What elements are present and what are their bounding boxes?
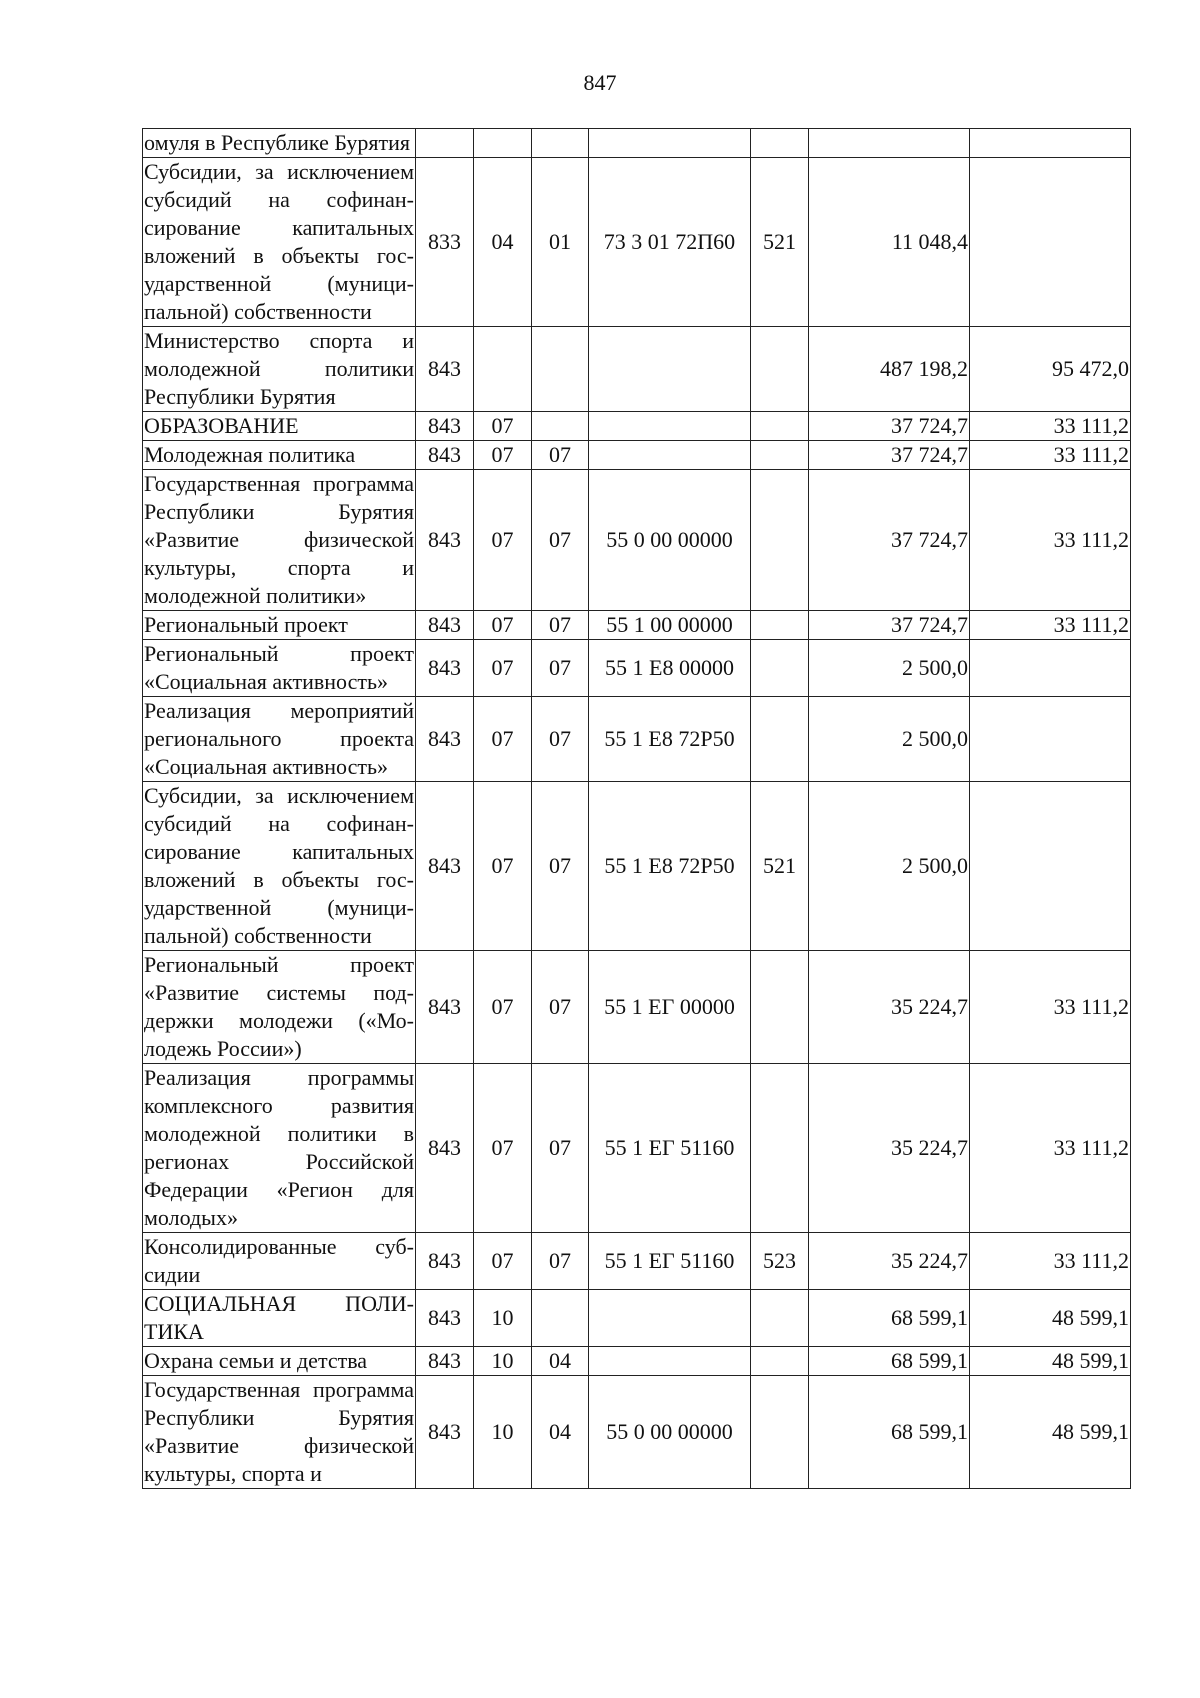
amount-total-cell: 37 724,7 xyxy=(809,611,970,640)
subsection-code-cell xyxy=(532,129,589,158)
subsection-code-cell: 04 xyxy=(532,1347,589,1376)
item-name-cell: Региональный проект xyxy=(143,611,416,640)
item-name-cell: Субсидии, за исключением субсидий на софинансирование капитальных вложений в объекты государственной (муниципальной) собственности xyxy=(143,782,416,951)
section-code-cell: 07 xyxy=(474,951,532,1064)
table-row xyxy=(143,412,1131,441)
budget-table xyxy=(142,128,1131,1489)
amount-total-cell xyxy=(809,129,970,158)
amount-federal-cell xyxy=(970,640,1131,697)
amount-federal-cell: 33 111,2 xyxy=(970,1064,1131,1233)
expense-type-cell xyxy=(751,697,809,782)
subsection-code-cell: 07 xyxy=(532,611,589,640)
ministry-code-cell: 843 xyxy=(416,951,474,1064)
item-name-cell: Государственная программа Республики Бурятия «Развитие физической культуры, спорта и xyxy=(143,1376,416,1489)
amount-federal-cell: 48 599,1 xyxy=(970,1290,1131,1347)
item-name-cell: Молодежная политика xyxy=(143,441,416,470)
expense-type-cell xyxy=(751,441,809,470)
target-article-cell: 73 3 01 72П60 xyxy=(589,158,751,327)
ministry-code-cell: 843 xyxy=(416,640,474,697)
expense-type-cell xyxy=(751,1064,809,1233)
amount-total-cell: 68 599,1 xyxy=(809,1376,970,1489)
subsection-code-cell: 07 xyxy=(532,441,589,470)
expense-type-cell xyxy=(751,640,809,697)
expense-type-cell: 521 xyxy=(751,782,809,951)
expense-type-cell xyxy=(751,1376,809,1489)
ministry-code-cell: 833 xyxy=(416,158,474,327)
ministry-code-cell: 843 xyxy=(416,611,474,640)
amount-total-cell: 37 724,7 xyxy=(809,412,970,441)
target-article-cell: 55 0 00 00000 xyxy=(589,1376,751,1489)
amount-federal-cell: 33 111,2 xyxy=(970,1233,1131,1290)
subsection-code-cell: 07 xyxy=(532,1064,589,1233)
ministry-code-cell: 843 xyxy=(416,441,474,470)
target-article-cell xyxy=(589,441,751,470)
target-article-cell xyxy=(589,1290,751,1347)
amount-federal-cell: 33 111,2 xyxy=(970,470,1131,611)
ministry-code-cell: 843 xyxy=(416,1347,474,1376)
section-code-cell xyxy=(474,129,532,158)
item-name-cell: Субсидии, за исключением субсидий на софинансирование капитальных вложений в объекты государственной (муниципальной) собственности xyxy=(143,158,416,327)
table-row xyxy=(143,697,1131,782)
subsection-code-cell: 04 xyxy=(532,1376,589,1489)
target-article-cell xyxy=(589,327,751,412)
section-code-cell: 10 xyxy=(474,1347,532,1376)
table-row xyxy=(143,640,1131,697)
section-code-cell: 07 xyxy=(474,782,532,951)
amount-federal-cell: 33 111,2 xyxy=(970,611,1131,640)
subsection-code-cell: 01 xyxy=(532,158,589,327)
item-name-cell: Реализация мероприятий регионального проекта «Социальная активность» xyxy=(143,697,416,782)
subsection-code-cell xyxy=(532,412,589,441)
subsection-code-cell: 07 xyxy=(532,1233,589,1290)
section-code-cell: 10 xyxy=(474,1376,532,1489)
table-row xyxy=(143,1376,1131,1489)
expense-type-cell xyxy=(751,1347,809,1376)
amount-total-cell: 68 599,1 xyxy=(809,1290,970,1347)
section-code-cell: 07 xyxy=(474,470,532,611)
ministry-code-cell: 843 xyxy=(416,1064,474,1233)
target-article-cell: 55 1 ЕГ 51160 xyxy=(589,1064,751,1233)
table-row xyxy=(143,951,1131,1064)
amount-federal-cell xyxy=(970,129,1131,158)
amount-total-cell: 487 198,2 xyxy=(809,327,970,412)
ministry-code-cell: 843 xyxy=(416,697,474,782)
item-name-cell: ОБРАЗОВАНИЕ xyxy=(143,412,416,441)
amount-federal-cell: 33 111,2 xyxy=(970,441,1131,470)
table-row xyxy=(143,1290,1131,1347)
section-code-cell xyxy=(474,327,532,412)
target-article-cell: 55 1 Е8 00000 xyxy=(589,640,751,697)
table-row xyxy=(143,1233,1131,1290)
ministry-code-cell: 843 xyxy=(416,1376,474,1489)
ministry-code-cell xyxy=(416,129,474,158)
item-name-cell: СОЦИАЛЬНАЯ ПОЛИТИКА xyxy=(143,1290,416,1347)
target-article-cell: 55 1 ЕГ 00000 xyxy=(589,951,751,1064)
target-article-cell: 55 1 00 00000 xyxy=(589,611,751,640)
table-body xyxy=(143,129,1131,1489)
subsection-code-cell xyxy=(532,327,589,412)
section-code-cell: 07 xyxy=(474,1064,532,1233)
subsection-code-cell: 07 xyxy=(532,951,589,1064)
subsection-code-cell: 07 xyxy=(532,470,589,611)
expense-type-cell: 521 xyxy=(751,158,809,327)
amount-total-cell: 35 224,7 xyxy=(809,1064,970,1233)
table-row xyxy=(143,129,1131,158)
amount-total-cell: 35 224,7 xyxy=(809,1233,970,1290)
section-code-cell: 07 xyxy=(474,697,532,782)
target-article-cell xyxy=(589,129,751,158)
section-code-cell: 10 xyxy=(474,1290,532,1347)
expense-type-cell: 523 xyxy=(751,1233,809,1290)
expense-type-cell xyxy=(751,327,809,412)
amount-federal-cell: 48 599,1 xyxy=(970,1347,1131,1376)
target-article-cell xyxy=(589,412,751,441)
expense-type-cell xyxy=(751,1290,809,1347)
table-row xyxy=(143,782,1131,951)
section-code-cell: 07 xyxy=(474,640,532,697)
table-row xyxy=(143,1347,1131,1376)
table-row xyxy=(143,1064,1131,1233)
amount-federal-cell xyxy=(970,697,1131,782)
ministry-code-cell: 843 xyxy=(416,470,474,611)
amount-total-cell: 11 048,4 xyxy=(809,158,970,327)
amount-total-cell: 2 500,0 xyxy=(809,697,970,782)
item-name-cell: Министерство спорта и молодежной политики Республики Бурятия xyxy=(143,327,416,412)
ministry-code-cell: 843 xyxy=(416,412,474,441)
target-article-cell: 55 0 00 00000 xyxy=(589,470,751,611)
expense-type-cell xyxy=(751,470,809,611)
table-row xyxy=(143,441,1131,470)
amount-federal-cell: 95 472,0 xyxy=(970,327,1131,412)
item-name-cell: Реализация программы комплексного развития молодежной политики в регионах Российской Федерации «Регион для молодых» xyxy=(143,1064,416,1233)
item-name-cell: Государственная программа Республики Бурятия «Развитие физической культуры, спорта и молодежной политики» xyxy=(143,470,416,611)
target-article-cell: 55 1 Е8 72Р50 xyxy=(589,782,751,951)
amount-federal-cell: 33 111,2 xyxy=(970,412,1131,441)
expense-type-cell xyxy=(751,412,809,441)
table-row xyxy=(143,611,1131,640)
amount-federal-cell xyxy=(970,782,1131,951)
table-row xyxy=(143,327,1131,412)
target-article-cell xyxy=(589,1347,751,1376)
table-row xyxy=(143,158,1131,327)
item-name-cell: омуля в Республике Бурятия xyxy=(143,129,416,158)
amount-federal-cell: 33 111,2 xyxy=(970,951,1131,1064)
ministry-code-cell: 843 xyxy=(416,1290,474,1347)
ministry-code-cell: 843 xyxy=(416,1233,474,1290)
section-code-cell: 07 xyxy=(474,1233,532,1290)
subsection-code-cell xyxy=(532,1290,589,1347)
expense-type-cell xyxy=(751,611,809,640)
expense-type-cell xyxy=(751,951,809,1064)
target-article-cell: 55 1 Е8 72Р50 xyxy=(589,697,751,782)
section-code-cell: 07 xyxy=(474,441,532,470)
amount-total-cell: 2 500,0 xyxy=(809,640,970,697)
amount-total-cell: 37 724,7 xyxy=(809,470,970,611)
item-name-cell: Региональный проект «Социальная активность» xyxy=(143,640,416,697)
amount-federal-cell xyxy=(970,158,1131,327)
section-code-cell: 07 xyxy=(474,611,532,640)
subsection-code-cell: 07 xyxy=(532,640,589,697)
amount-federal-cell: 48 599,1 xyxy=(970,1376,1131,1489)
amount-total-cell: 68 599,1 xyxy=(809,1347,970,1376)
item-name-cell: Региональный проект «Развитие системы поддержки молодежи («Молодежь России») xyxy=(143,951,416,1064)
item-name-cell: Охрана семьи и детства xyxy=(143,1347,416,1376)
expense-type-cell xyxy=(751,129,809,158)
target-article-cell: 55 1 ЕГ 51160 xyxy=(589,1233,751,1290)
subsection-code-cell: 07 xyxy=(532,697,589,782)
table-row xyxy=(143,470,1131,611)
subsection-code-cell: 07 xyxy=(532,782,589,951)
section-code-cell: 04 xyxy=(474,158,532,327)
amount-total-cell: 2 500,0 xyxy=(809,782,970,951)
page-number: 847 xyxy=(583,70,617,95)
ministry-code-cell: 843 xyxy=(416,327,474,412)
item-name-cell: Консолидированные субсидии xyxy=(143,1233,416,1290)
amount-total-cell: 37 724,7 xyxy=(809,441,970,470)
ministry-code-cell: 843 xyxy=(416,782,474,951)
section-code-cell: 07 xyxy=(474,412,532,441)
amount-total-cell: 35 224,7 xyxy=(809,951,970,1064)
